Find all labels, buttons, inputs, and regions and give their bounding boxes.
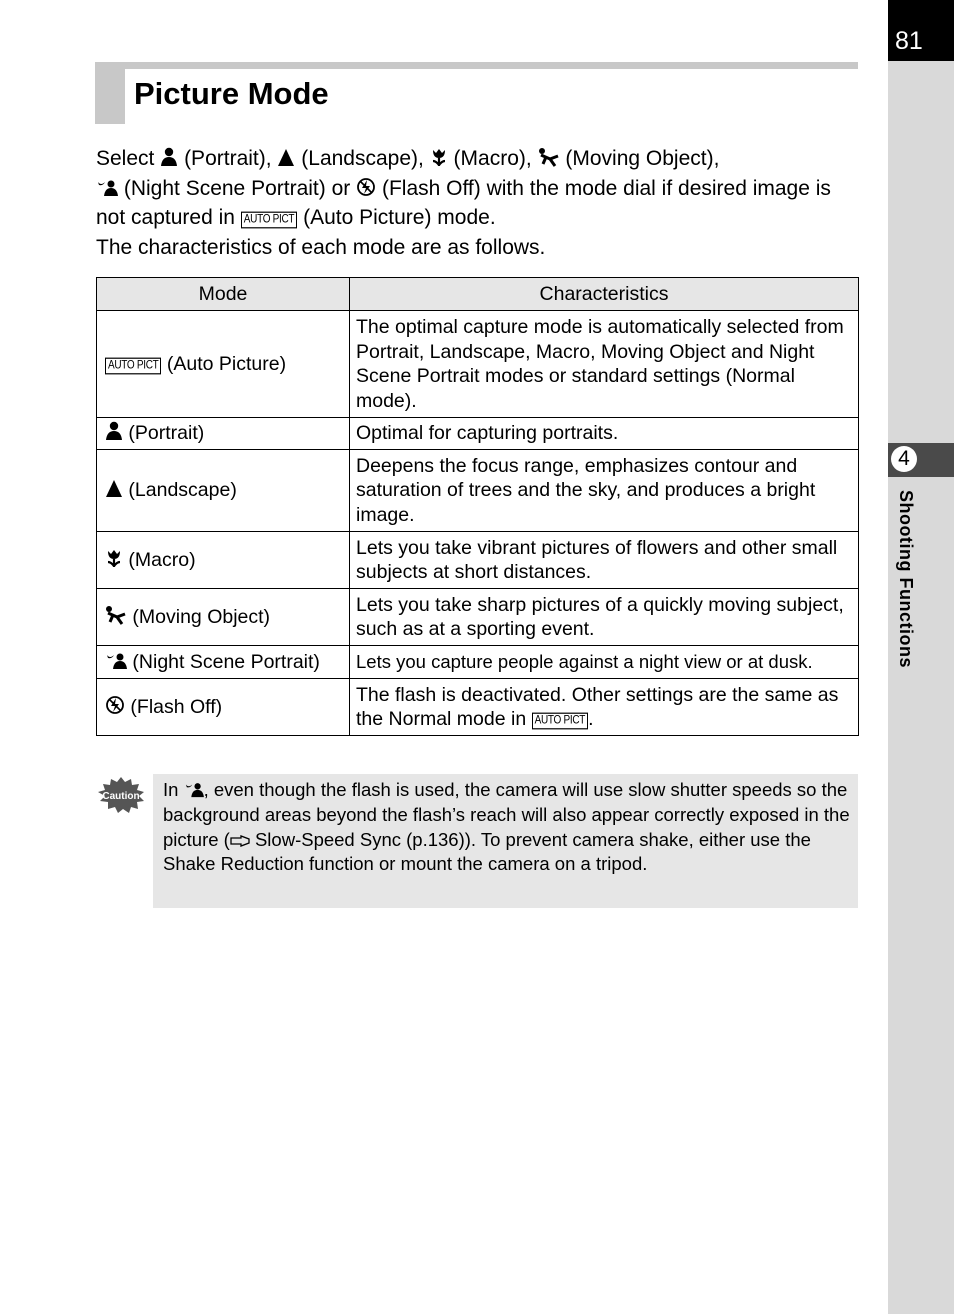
chapter-number: 4 [891,446,917,472]
table-row [97,532,859,589]
table-row [97,646,859,679]
macro-icon [430,147,448,167]
table-row [97,589,859,646]
mode-table [96,277,859,736]
page-title: Picture Mode [134,76,329,111]
caution-text: In , even though the flash is used, the camera will use slow shutter speeds so the background areas beyond the flash’s reach will also appear correctly exposed in the picture ( Slow-Speed Sync (p.136)). To prevent camera shake, either use the Shake Reduction function or mount the camera on a tripod. [163,779,850,875]
macro-icon [105,548,123,568]
mode-cell: (Flash Off) [97,679,350,736]
moving-object-icon [105,605,127,625]
title-block [95,62,125,124]
mode-cell: (Night Scene Portrait) [97,646,350,679]
table-row [97,418,859,450]
characteristics-cell: Lets you capture people against a night view or at dusk. [350,646,859,679]
characteristics-cell: Optimal for capturing portraits. [350,418,859,450]
table-row [97,311,859,418]
column-header-characteristics: Characteristics [350,278,859,311]
mode-cell: AUTO PICT (Auto Picture) [97,311,350,418]
caution-icon [96,776,146,814]
auto-pict-icon: AUTO PICT [105,357,161,374]
flash-off-icon [105,695,125,715]
portrait-icon [160,147,178,167]
landscape-icon [105,478,123,498]
title-rule [95,62,858,69]
mode-cell: (Landscape) [97,450,350,532]
table-header-row [97,278,859,311]
pointing-hand-icon [230,834,250,848]
night-scene-portrait-icon [96,177,118,197]
night-scene-portrait-icon [184,780,204,798]
column-header-mode: Mode [97,278,350,311]
mode-cell: (Macro) [97,532,350,589]
auto-pict-icon: AUTO PICT [241,212,297,229]
characteristics-cell: Deepens the focus range, emphasizes contour and saturation of trees and the sky, and produces a bright image. [350,450,859,532]
caution-label: Caution [102,791,140,802]
characteristics-cell: The flash is deactivated. Other settings are the same as the Normal mode in AUTO PICT . [350,679,859,736]
table-row [97,450,859,532]
landscape-icon [277,147,295,167]
flash-off-icon [356,177,376,197]
moving-object-icon [538,147,560,167]
page-number: 81 [895,27,923,55]
characteristics-cell: Lets you take sharp pictures of a quickly moving subject, such as at a sporting event. [350,589,859,646]
characteristics-cell: Lets you take vibrant pictures of flowers and other small subjects at short distances. [350,532,859,589]
night-scene-portrait-icon [105,650,127,670]
auto-pict-icon: AUTO PICT [532,713,588,730]
intro-paragraph: Select (Portrait), (Landscape), (Macro), (Moving Object), (Night Scene Portrait) or (Flash Off) with the mode dial if desired image is not captured in AUTO PICT (Auto Picture) mode. The characteristics of each mode are as follows. [96,147,831,259]
portrait-icon [105,421,123,441]
characteristics-cell: The optimal capture mode is automatically selected from Portrait, Landscape, Macro, Moving Object and Night Scene Portrait modes or standard settings (Normal mode). [350,311,859,418]
mode-cell: (Portrait) [97,418,350,450]
table-row [97,679,859,736]
mode-cell: (Moving Object) [97,589,350,646]
chapter-title: Shooting Functions [896,490,916,668]
